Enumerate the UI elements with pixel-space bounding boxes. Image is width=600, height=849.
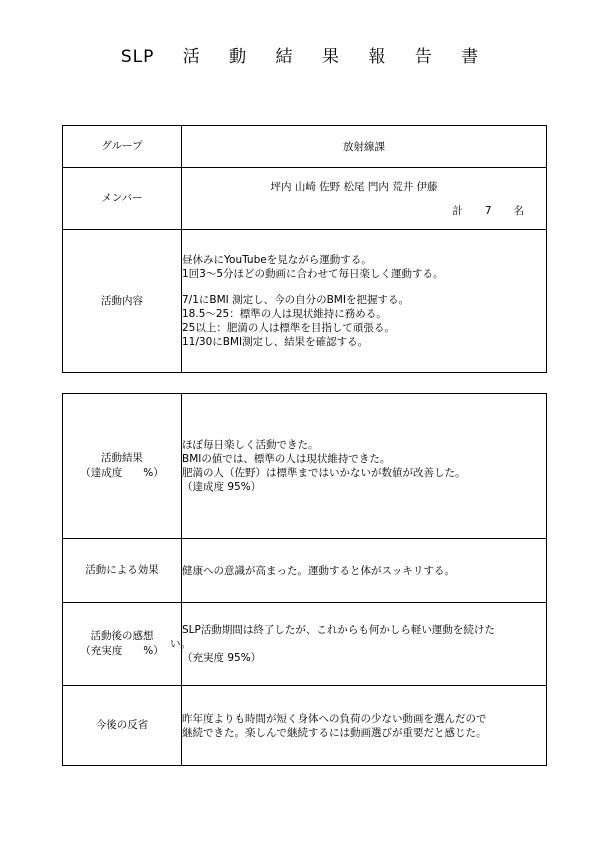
result-content xyxy=(182,394,547,539)
activity-label: 活動内容 xyxy=(63,230,182,373)
count-unit: 名 xyxy=(513,204,524,217)
impression-label xyxy=(63,603,182,686)
group-label: グループ xyxy=(63,126,182,168)
effect-label: 活動による効果 xyxy=(63,539,182,603)
group-value: 放射線課 xyxy=(182,126,547,168)
members-count xyxy=(182,204,546,218)
result-row xyxy=(63,394,547,539)
members-names: 坪内 山崎 佐野 松尾 門内 荒井 伊藤 xyxy=(270,180,438,193)
title-part: 結 xyxy=(275,47,294,67)
impression-label-line: （充実度 %） xyxy=(80,645,164,657)
impression-label-line: 活動後の感想 xyxy=(90,630,154,642)
title-part: 果 xyxy=(321,47,340,67)
reflection-content xyxy=(182,686,547,766)
activity-line: 昼休みにYouTubeを見ながら運動する。 xyxy=(182,254,372,266)
count-label: 計 xyxy=(452,204,463,217)
title-part: 活 xyxy=(182,47,201,67)
impression-line: い。 xyxy=(170,638,191,650)
activity-line: 7/1にBMI 測定し、今の自分のBMIを把握する。 xyxy=(182,294,409,306)
members-cell xyxy=(182,168,547,230)
activity-content xyxy=(182,230,547,373)
activity-line: 18.5～25：標準の人は現状維持に務める。 xyxy=(182,308,387,320)
result-label-line: 活動結果 xyxy=(101,452,143,464)
result-line: 肥満の人（佐野）は標準まではいかないが数値が改善した。 xyxy=(182,467,466,479)
title-part: 報 xyxy=(368,47,387,67)
title-part: 告 xyxy=(414,47,433,67)
reflection-label: 今後の反省 xyxy=(63,686,182,766)
results-table xyxy=(62,393,547,766)
activity-line: 1回3～5分ほどの動画に合わせて毎日楽しく運動する。 xyxy=(182,268,444,280)
reflection-line: 昨年度よりも時間が短く身体への負荷の少ない動画を選んだので xyxy=(182,712,487,725)
activity-line: 11/30にBMI測定し、結果を確認する。 xyxy=(182,336,369,348)
impression-line: SLP活動期間は終了したが、これからも何かしら軽い運動を続けた xyxy=(182,624,495,636)
impression-content xyxy=(170,603,547,686)
reflection-line: 継続できた。楽しんで継続するには動画選びが重要だと感じた。 xyxy=(182,726,487,739)
title-part: 動 xyxy=(229,47,248,67)
plan-table xyxy=(62,125,547,373)
result-label-line: （達成度 %） xyxy=(80,467,164,479)
group-row xyxy=(63,126,547,168)
activity-row xyxy=(63,230,547,373)
result-line: （達成度 95%） xyxy=(182,481,262,493)
effect-row xyxy=(63,539,547,603)
document-title xyxy=(0,42,600,67)
members-label: メンバー xyxy=(63,168,182,230)
count-value: 7 xyxy=(484,204,492,217)
impression-row xyxy=(63,603,547,686)
title-part: 書 xyxy=(461,47,480,67)
reflection-row xyxy=(63,686,547,766)
members-row xyxy=(63,168,547,230)
title-part: SLP xyxy=(120,47,155,67)
impression-line: （充実度 95%） xyxy=(182,652,262,664)
result-label xyxy=(63,394,182,539)
effect-text: 健康への意識が高まった。運動すると体がスッキリする。 xyxy=(182,539,547,603)
activity-line: 25以上：肥満の人は標準を目指して頑張る。 xyxy=(182,322,395,334)
result-line: BMIの値では、標準の人は現状維持できた。 xyxy=(182,453,391,465)
result-line: ほぼ毎日楽しく活動できた。 xyxy=(182,439,319,451)
